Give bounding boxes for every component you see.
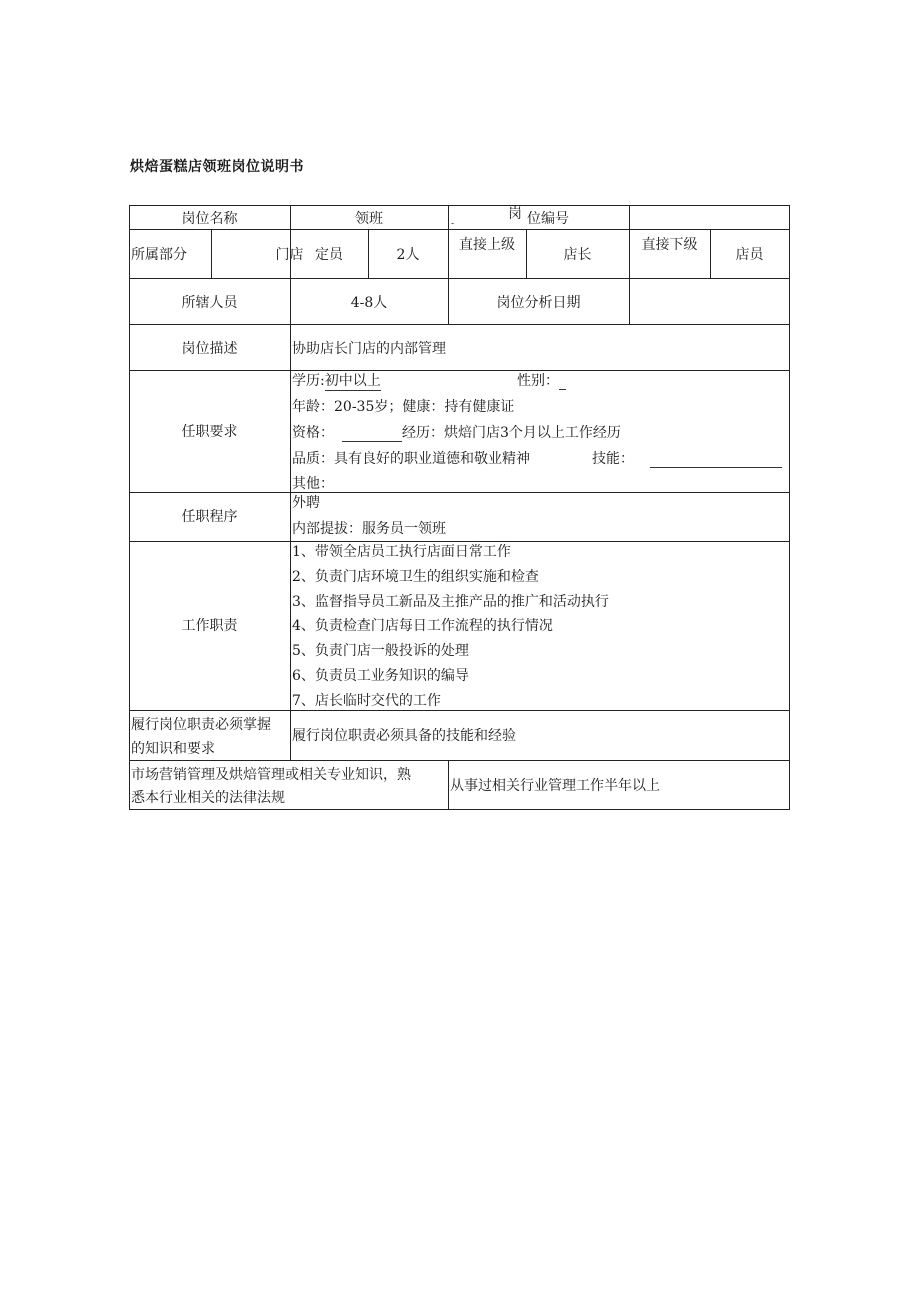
superior-label: 直接上级: [459, 237, 515, 253]
staff-label: 所辖人员: [181, 295, 238, 311]
experience-text: 从事过相关行业管理工作半年以上: [450, 778, 660, 794]
qualification-label: 资格：: [292, 425, 334, 441]
education-label: 学历:: [292, 373, 325, 389]
education-value: 初中以上: [324, 373, 381, 389]
duty-item: 4、负责检查门店每日工作流程的执行情况: [292, 618, 553, 634]
duty-item: 1、带领全店员工执行店面日常工作: [292, 544, 511, 560]
description-label: 岗位描述: [181, 341, 238, 357]
stray-mark: -: [451, 219, 455, 229]
duty-item: 5、负责门店一般投诉的处理: [292, 643, 469, 659]
duty-item: 3、监督指导员工新品及主推产品的推广和活动执行: [292, 594, 609, 610]
knowledge-label-line2: 的知识和要求: [131, 741, 215, 757]
position-code-label-part2: 位编号: [527, 211, 569, 227]
document-title: 烘焙蛋糕店领班岗位说明书: [130, 159, 304, 175]
staff-value: 4-8人: [350, 295, 388, 311]
gender-label: 性别：: [517, 373, 559, 389]
age-health-line: 年龄：20-35岁；健康：持有健康证: [292, 399, 515, 415]
duties-label: 工作职责: [181, 618, 238, 634]
skills-experience-label: 履行岗位职责必须具备的技能和经验: [292, 728, 516, 744]
requirements-block: [292, 371, 787, 492]
knowledge-label-line1: 履行岗位职责必须掌握: [131, 717, 271, 733]
experience-line: 经历：烘焙门店3个月以上工作经历: [402, 425, 621, 441]
requirements-label: 任职要求: [181, 424, 238, 440]
description-value: 协助店长门店的内部管理: [292, 341, 446, 357]
knowledge-text-line1: 市场营销管理及烘焙管理或相关专业知识，熟: [131, 767, 411, 783]
superior-value: 店长: [563, 247, 592, 263]
subordinate-value: 店员: [735, 247, 764, 263]
other-label: 其他：: [292, 476, 334, 492]
subordinate-label: 直接下级: [641, 237, 698, 253]
quality-line: 品质：具有良好的职业道德和敬业精神: [292, 451, 530, 467]
procedure-line2: 内部提拔：服务员一领班: [292, 521, 446, 537]
position-name-value: 领班: [355, 211, 383, 227]
analysis-date-label: 岗位分析日期: [496, 295, 581, 311]
quota-label: 定员: [315, 247, 343, 263]
duty-item: 7、店长临时交代的工作: [292, 693, 441, 709]
duty-item: 6、负责员工业务知识的编导: [292, 668, 469, 684]
skill-label: 技能：: [592, 451, 634, 467]
department-label: 所属部分: [131, 247, 187, 263]
duty-item: 2、负责门店环境卫生的组织实施和检查: [292, 569, 539, 585]
qualification-blank: [342, 427, 402, 442]
position-code-label-part1: 岗: [508, 206, 522, 222]
quota-value: 2人: [396, 247, 420, 263]
procedure-label: 任职程序: [181, 509, 238, 525]
gender-blank: [559, 375, 566, 390]
skill-blank: [650, 453, 782, 468]
department-value: 门店: [275, 247, 304, 263]
knowledge-text-line2: 悉本行业相关的法律法规: [131, 790, 285, 806]
job-description-table: [129, 205, 790, 811]
position-name-label: 岗位名称: [181, 211, 238, 227]
procedure-line1: 外聘: [292, 495, 320, 511]
